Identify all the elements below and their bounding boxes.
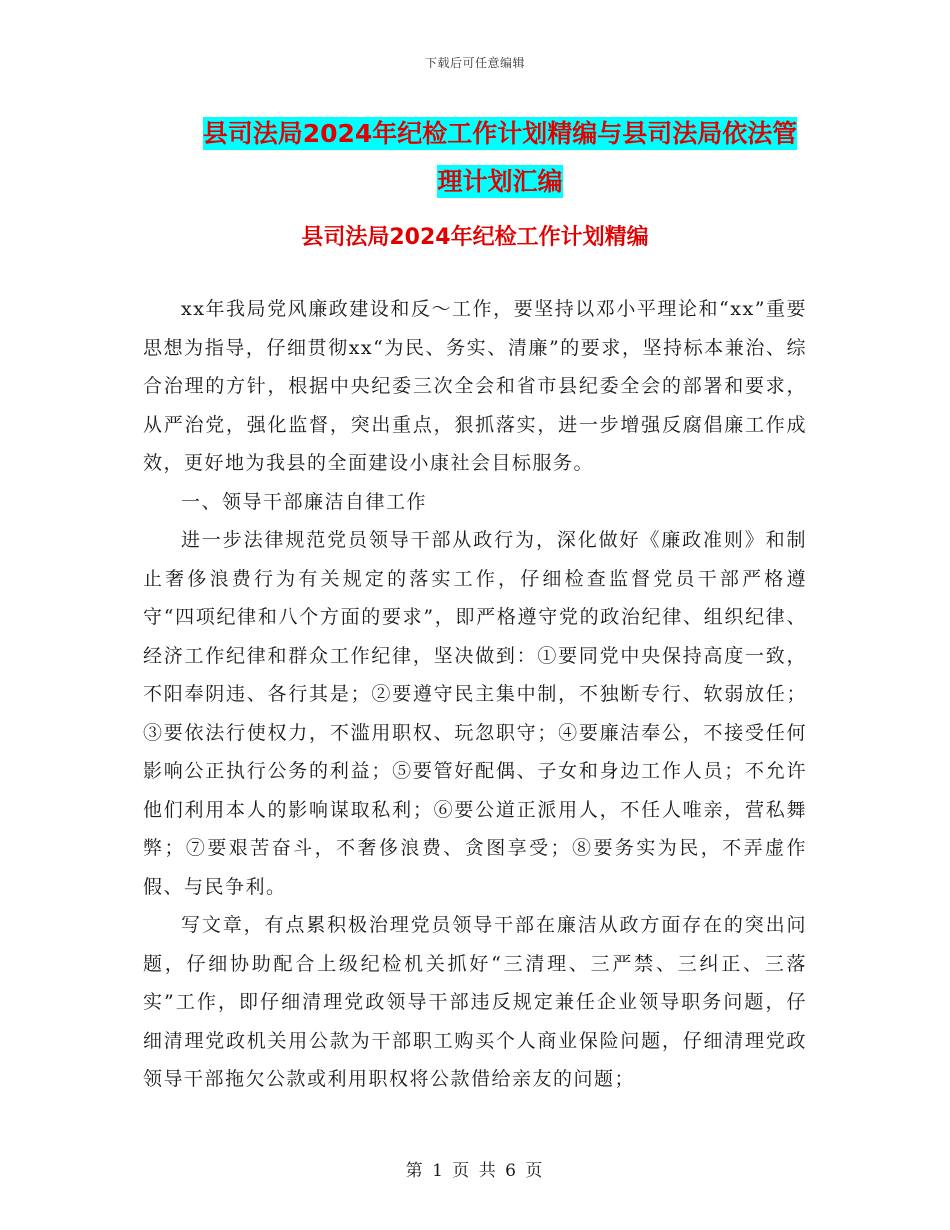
document-title — [150, 110, 850, 206]
header-note: 下载后可任意编辑 — [424, 56, 525, 70]
page-number: 第 1 页 共 6 页 — [405, 1161, 545, 1181]
document-title-line-1: 县司法局2024年纪检工作计划精编与县司法局依法管 — [202, 119, 798, 148]
paragraph: xx年我局党风廉政建设和反～工作，要坚持以邓小平理论和“xx”重要思想为指导，仔细贯彻xx“为民、务实、清廉”的要求，坚持标本兼治、综合治理的方针，根据中央纪委三次全会和省市县纪委全会的部署和要求，从严治党，强化监督，突出重点，狠抓落实，进一步增强反腐倡廉工作成效，更好地为我县的全面建设小康社会目标服务。 — [143, 298, 807, 474]
paragraph: 一、领导干部廉洁自律工作 — [181, 490, 428, 513]
paragraph: 写文章，有点累积极治理党员领导干部在廉洁从政方面存在的突出问题，仔细协助配合上级纪检机关抓好“三清理、三严禁、三纠正、三落实”工作，即仔细清理党政领导干部违反规定兼任企业领导职务问题，仔细清理党政机关用公款为干部职工购买个人商业保险问题，仔细清理党政领导干部拖欠公款或利用职权将公款借给亲友的问题； — [143, 914, 807, 1090]
section-title: 县司法局2024年纪检工作计划精编 — [301, 225, 649, 250]
paragraph: 进一步法律规范党员领导干部从政行为，深化做好《廉政准则》和制止奢侈浪费行为有关规定的落实工作，仔细检查监督党员干部严格遵守“四项纪律和八个方面的要求”，即严格遵守党的政治纪律、组织纪律、经济工作纪律和群众工作纪律，坚决做到：①要同党中央保持高度一致，不阳奉阴违、各行其是；②要遵守民主集中制，不独断专行、软弱放任；③要依法行使权力，不滥用职权、玩忽职守；④要廉洁奉公，不接受任何影响公正执行公务的利益；⑤要管好配偶、子女和身边工作人员；不允许他们利用本人的影响谋取私利；⑥要公道正派用人，不任人唯亲，营私舞弊；⑦要艰苦奋斗，不奢侈浪费、贪图享受；⑧要务实为民，不弄虚作假、与民争利。 — [143, 529, 807, 898]
document-body — [143, 290, 807, 1099]
document-title-line-2: 理计划汇编 — [437, 167, 563, 196]
